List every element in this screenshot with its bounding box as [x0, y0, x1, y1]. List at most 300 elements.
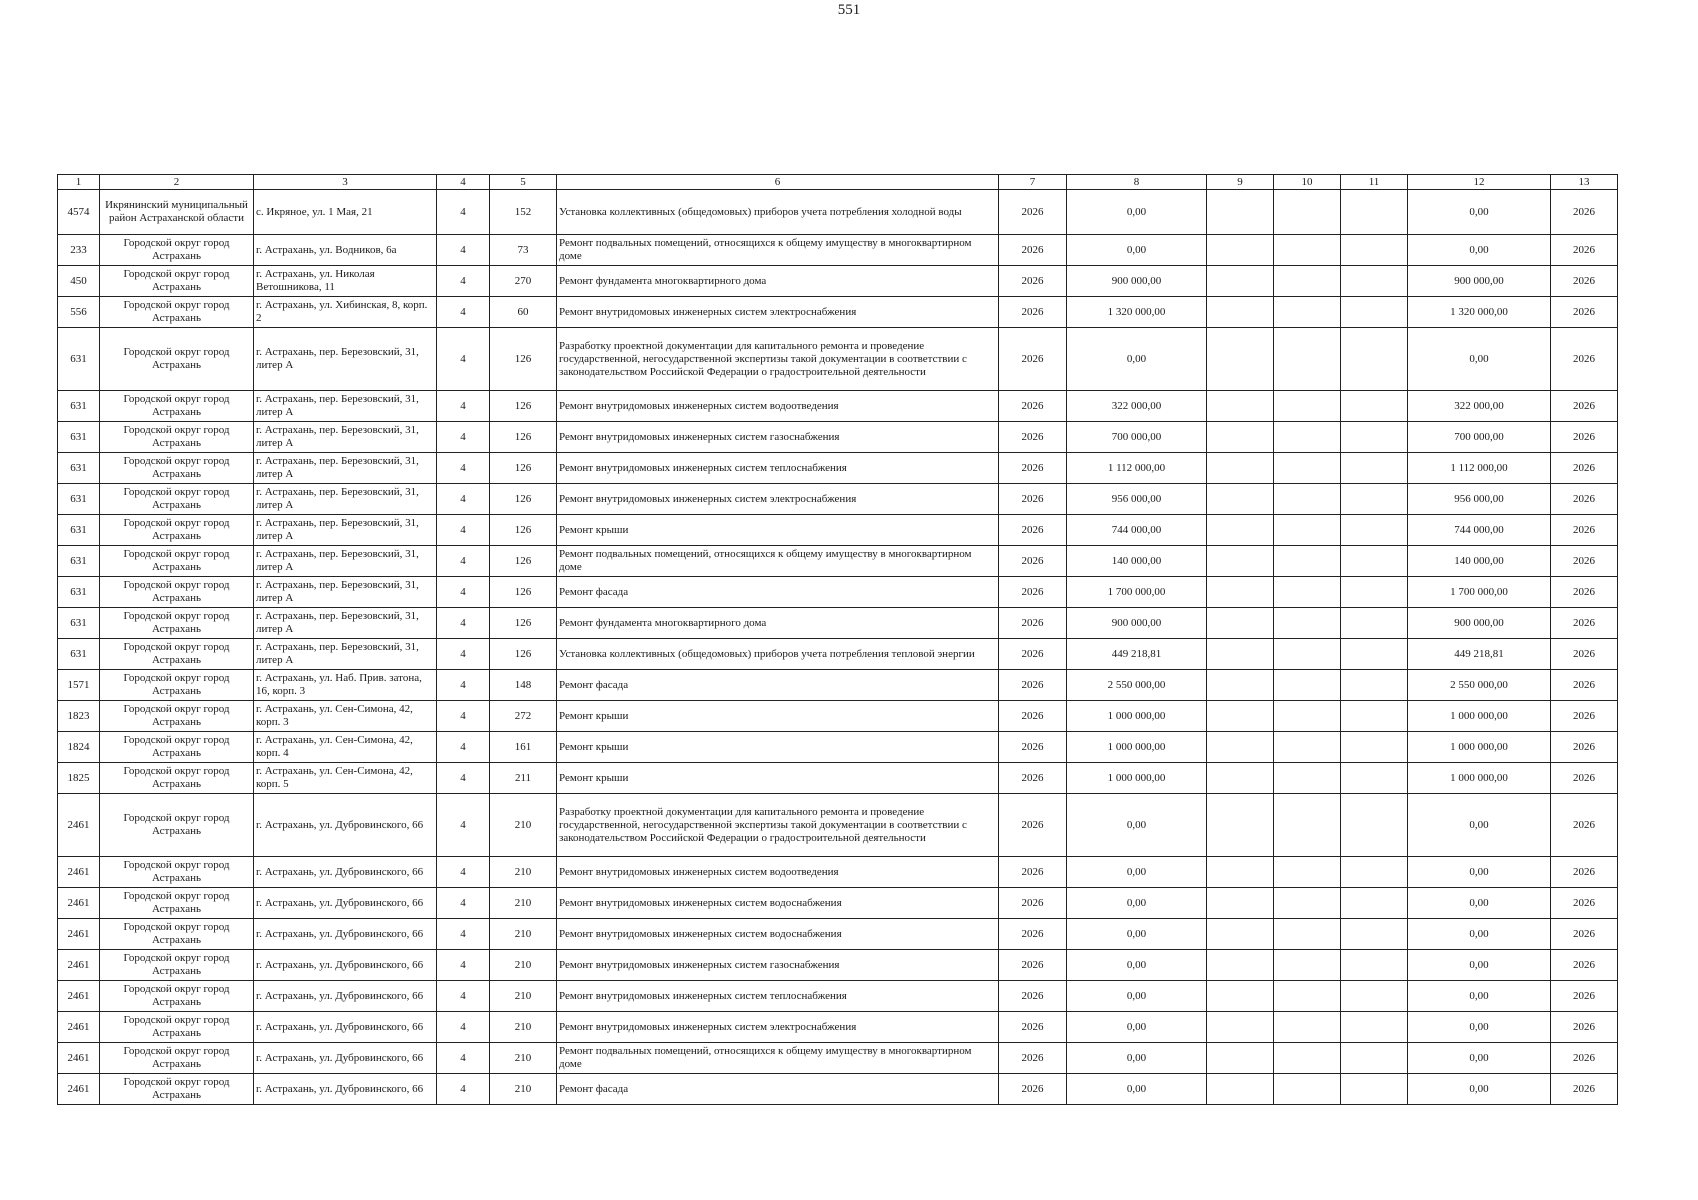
cell-year-end: 2026 [1551, 857, 1618, 888]
column-header: 8 [1067, 175, 1207, 190]
cell-col5: 126 [490, 515, 557, 546]
cell-funds: 1 000 000,00 [1408, 732, 1551, 763]
cell-address: г. Астрахань, пер. Березовский, 31, литер А [254, 391, 437, 422]
cell-col9 [1207, 391, 1274, 422]
column-header: 10 [1274, 175, 1341, 190]
cell-col9 [1207, 670, 1274, 701]
cell-municipality: Городской округ город Астрахань [100, 1074, 254, 1105]
cell-funds: 0,00 [1408, 981, 1551, 1012]
cell-col9 [1207, 515, 1274, 546]
cell-col10 [1274, 1043, 1341, 1074]
cell-col5: 211 [490, 763, 557, 794]
cell-funds: 0,00 [1408, 919, 1551, 950]
cell-work-type: Ремонт внутридомовых инженерных систем теплоснабжения [557, 453, 999, 484]
cell-year: 2026 [999, 1043, 1067, 1074]
table-row [58, 190, 1618, 235]
cell-col4: 4 [437, 515, 490, 546]
cell-col11 [1341, 190, 1408, 235]
cell-col11 [1341, 888, 1408, 919]
cell-total-cost: 1 700 000,00 [1067, 577, 1207, 608]
cell-col10 [1274, 981, 1341, 1012]
cell-col4: 4 [437, 328, 490, 391]
cell-work-type: Ремонт внутридомовых инженерных систем водоснабжения [557, 919, 999, 950]
cell-col9 [1207, 732, 1274, 763]
cell-col9 [1207, 857, 1274, 888]
cell-municipality: Городской округ город Астрахань [100, 546, 254, 577]
cell-address: г. Астрахань, пер. Березовский, 31, литер А [254, 577, 437, 608]
cell-address: г. Астрахань, ул. Сен-Симона, 42, корп. 3 [254, 701, 437, 732]
column-header: 3 [254, 175, 437, 190]
cell-year: 2026 [999, 1074, 1067, 1105]
cell-address: г. Астрахань, ул. Дубровинского, 66 [254, 857, 437, 888]
cell-year-end: 2026 [1551, 670, 1618, 701]
cell-col4: 4 [437, 794, 490, 857]
cell-year-end: 2026 [1551, 422, 1618, 453]
cell-municipality: Городской округ город Астрахань [100, 794, 254, 857]
cell-total-cost: 322 000,00 [1067, 391, 1207, 422]
cell-col5: 126 [490, 391, 557, 422]
cell-id: 2461 [58, 794, 100, 857]
cell-year-end: 2026 [1551, 235, 1618, 266]
cell-year: 2026 [999, 484, 1067, 515]
cell-year: 2026 [999, 297, 1067, 328]
table-row [58, 453, 1618, 484]
cell-col4: 4 [437, 608, 490, 639]
cell-col11 [1341, 981, 1408, 1012]
cell-col11 [1341, 763, 1408, 794]
cell-funds: 900 000,00 [1408, 608, 1551, 639]
cell-work-type: Ремонт внутридомовых инженерных систем электроснабжения [557, 1012, 999, 1043]
cell-year: 2026 [999, 546, 1067, 577]
cell-col11 [1341, 515, 1408, 546]
cell-work-type: Ремонт подвальных помещений, относящихся к общему имуществу в многоквартирном доме [557, 235, 999, 266]
cell-funds: 0,00 [1408, 794, 1551, 857]
cell-col9 [1207, 1043, 1274, 1074]
cell-id: 2461 [58, 919, 100, 950]
cell-year: 2026 [999, 235, 1067, 266]
cell-col9 [1207, 639, 1274, 670]
cell-work-type: Ремонт крыши [557, 701, 999, 732]
cell-year: 2026 [999, 190, 1067, 235]
cell-municipality: Городской округ город Астрахань [100, 422, 254, 453]
cell-col9 [1207, 608, 1274, 639]
cell-col11 [1341, 328, 1408, 391]
cell-total-cost: 0,00 [1067, 190, 1207, 235]
table-row [58, 763, 1618, 794]
cell-total-cost: 0,00 [1067, 888, 1207, 919]
cell-work-type: Ремонт подвальных помещений, относящихся к общему имуществу в многоквартирном доме [557, 1043, 999, 1074]
cell-col9 [1207, 701, 1274, 732]
cell-col10 [1274, 515, 1341, 546]
cell-total-cost: 0,00 [1067, 919, 1207, 950]
cell-address: г. Астрахань, ул. Хибинская, 8, корп. 2 [254, 297, 437, 328]
cell-funds: 900 000,00 [1408, 266, 1551, 297]
cell-year-end: 2026 [1551, 763, 1618, 794]
cell-municipality: Городской округ город Астрахань [100, 515, 254, 546]
table-row [58, 639, 1618, 670]
table-row [58, 328, 1618, 391]
column-header: 7 [999, 175, 1067, 190]
cell-funds: 0,00 [1408, 235, 1551, 266]
cell-year: 2026 [999, 1012, 1067, 1043]
cell-funds: 1 700 000,00 [1408, 577, 1551, 608]
cell-col4: 4 [437, 391, 490, 422]
table-row [58, 422, 1618, 453]
cell-work-type: Ремонт фундамента многоквартирного дома [557, 608, 999, 639]
cell-address: г. Астрахань, ул. Дубровинского, 66 [254, 981, 437, 1012]
cell-address: г. Астрахань, пер. Березовский, 31, литер А [254, 328, 437, 391]
cell-municipality: Городской округ город Астрахань [100, 981, 254, 1012]
cell-id: 631 [58, 422, 100, 453]
cell-col5: 126 [490, 453, 557, 484]
cell-col11 [1341, 546, 1408, 577]
cell-work-type: Ремонт внутридомовых инженерных систем газоснабжения [557, 422, 999, 453]
cell-col10 [1274, 453, 1341, 484]
cell-col11 [1341, 1043, 1408, 1074]
cell-year-end: 2026 [1551, 266, 1618, 297]
cell-work-type: Ремонт фасада [557, 1074, 999, 1105]
cell-col11 [1341, 235, 1408, 266]
cell-col10 [1274, 1074, 1341, 1105]
column-header: 6 [557, 175, 999, 190]
cell-total-cost: 0,00 [1067, 235, 1207, 266]
cell-col4: 4 [437, 453, 490, 484]
cell-col5: 210 [490, 794, 557, 857]
cell-total-cost: 449 218,81 [1067, 639, 1207, 670]
cell-col4: 4 [437, 577, 490, 608]
table-row [58, 1043, 1618, 1074]
cell-col10 [1274, 266, 1341, 297]
cell-col11 [1341, 453, 1408, 484]
cell-funds: 0,00 [1408, 190, 1551, 235]
cell-col11 [1341, 919, 1408, 950]
cell-year: 2026 [999, 794, 1067, 857]
cell-total-cost: 0,00 [1067, 794, 1207, 857]
cell-col4: 4 [437, 981, 490, 1012]
cell-total-cost: 1 000 000,00 [1067, 701, 1207, 732]
cell-col10 [1274, 950, 1341, 981]
cell-col10 [1274, 546, 1341, 577]
cell-col9 [1207, 546, 1274, 577]
cell-address: с. Икряное, ул. 1 Мая, 21 [254, 190, 437, 235]
cell-year-end: 2026 [1551, 297, 1618, 328]
cell-year: 2026 [999, 701, 1067, 732]
cell-id: 631 [58, 328, 100, 391]
table-row [58, 981, 1618, 1012]
cell-col5: 210 [490, 1012, 557, 1043]
cell-id: 450 [58, 266, 100, 297]
cell-funds: 700 000,00 [1408, 422, 1551, 453]
cell-col4: 4 [437, 1074, 490, 1105]
cell-id: 4574 [58, 190, 100, 235]
cell-year: 2026 [999, 391, 1067, 422]
cell-year-end: 2026 [1551, 190, 1618, 235]
cell-col11 [1341, 266, 1408, 297]
cell-year-end: 2026 [1551, 639, 1618, 670]
cell-work-type: Разработку проектной документации для капитального ремонта и проведение государственной, негосударственной экспертизы такой документации в соответствии с законодательством Российской Федерации о градостроительной деятельности [557, 328, 999, 391]
cell-id: 2461 [58, 1012, 100, 1043]
cell-municipality: Городской округ город Астрахань [100, 328, 254, 391]
cell-col5: 210 [490, 1043, 557, 1074]
cell-year-end: 2026 [1551, 515, 1618, 546]
cell-col4: 4 [437, 235, 490, 266]
table-row [58, 515, 1618, 546]
cell-col4: 4 [437, 266, 490, 297]
cell-total-cost: 0,00 [1067, 328, 1207, 391]
cell-col10 [1274, 794, 1341, 857]
cell-address: г. Астрахань, ул. Дубровинского, 66 [254, 1043, 437, 1074]
cell-work-type: Ремонт внутридомовых инженерных систем электроснабжения [557, 484, 999, 515]
cell-year: 2026 [999, 888, 1067, 919]
cell-col5: 210 [490, 888, 557, 919]
cell-year-end: 2026 [1551, 981, 1618, 1012]
cell-funds: 1 000 000,00 [1408, 701, 1551, 732]
cell-col4: 4 [437, 297, 490, 328]
cell-address: г. Астрахань, ул. Наб. Прив. затона, 16, корп. 3 [254, 670, 437, 701]
cell-municipality: Городской округ город Астрахань [100, 763, 254, 794]
cell-year: 2026 [999, 981, 1067, 1012]
cell-col11 [1341, 484, 1408, 515]
cell-total-cost: 744 000,00 [1067, 515, 1207, 546]
cell-col5: 210 [490, 857, 557, 888]
cell-funds: 0,00 [1408, 950, 1551, 981]
cell-municipality: Городской округ город Астрахань [100, 484, 254, 515]
cell-work-type: Ремонт фасада [557, 577, 999, 608]
cell-col5: 148 [490, 670, 557, 701]
cell-address: г. Астрахань, ул. Дубровинского, 66 [254, 794, 437, 857]
cell-funds: 1 320 000,00 [1408, 297, 1551, 328]
cell-work-type: Ремонт подвальных помещений, относящихся к общему имуществу в многоквартирном доме [557, 546, 999, 577]
cell-col11 [1341, 670, 1408, 701]
cell-col10 [1274, 919, 1341, 950]
cell-col9 [1207, 794, 1274, 857]
cell-year-end: 2026 [1551, 950, 1618, 981]
table-body [58, 190, 1618, 1105]
cell-municipality: Городской округ город Астрахань [100, 670, 254, 701]
cell-municipality: Городской округ город Астрахань [100, 950, 254, 981]
cell-id: 631 [58, 608, 100, 639]
cell-year-end: 2026 [1551, 919, 1618, 950]
cell-id: 556 [58, 297, 100, 328]
cell-col4: 4 [437, 1012, 490, 1043]
column-header: 12 [1408, 175, 1551, 190]
cell-address: г. Астрахань, ул. Водников, 6а [254, 235, 437, 266]
cell-year: 2026 [999, 577, 1067, 608]
cell-col9 [1207, 763, 1274, 794]
cell-col5: 126 [490, 328, 557, 391]
cell-address: г. Астрахань, ул. Дубровинского, 66 [254, 1012, 437, 1043]
cell-funds: 140 000,00 [1408, 546, 1551, 577]
cell-col10 [1274, 763, 1341, 794]
cell-col5: 210 [490, 981, 557, 1012]
cell-col11 [1341, 639, 1408, 670]
cell-municipality: Городской округ город Астрахань [100, 919, 254, 950]
cell-year-end: 2026 [1551, 577, 1618, 608]
cell-work-type: Ремонт внутридомовых инженерных систем теплоснабжения [557, 981, 999, 1012]
cell-col10 [1274, 235, 1341, 266]
cell-funds: 0,00 [1408, 1074, 1551, 1105]
cell-col9 [1207, 484, 1274, 515]
table-row [58, 919, 1618, 950]
cell-col4: 4 [437, 919, 490, 950]
cell-municipality: Городской округ город Астрахань [100, 391, 254, 422]
cell-work-type: Ремонт внутридомовых инженерных систем водоотведения [557, 391, 999, 422]
cell-id: 631 [58, 453, 100, 484]
cell-col4: 4 [437, 639, 490, 670]
cell-address: г. Астрахань, пер. Березовский, 31, литер А [254, 515, 437, 546]
cell-total-cost: 900 000,00 [1067, 266, 1207, 297]
cell-year: 2026 [999, 950, 1067, 981]
cell-municipality: Городской округ город Астрахань [100, 1043, 254, 1074]
table-row [58, 484, 1618, 515]
cell-col11 [1341, 857, 1408, 888]
cell-col11 [1341, 794, 1408, 857]
cell-col9 [1207, 950, 1274, 981]
cell-address: г. Астрахань, ул. Дубровинского, 66 [254, 919, 437, 950]
cell-year: 2026 [999, 919, 1067, 950]
page-number: 551 [837, 2, 861, 18]
cell-municipality: Городской округ город Астрахань [100, 888, 254, 919]
cell-total-cost: 0,00 [1067, 950, 1207, 981]
cell-work-type: Ремонт крыши [557, 732, 999, 763]
cell-col11 [1341, 1012, 1408, 1043]
cell-municipality: Городской округ город Астрахань [100, 297, 254, 328]
cell-address: г. Астрахань, ул. Дубровинского, 66 [254, 888, 437, 919]
column-header: 4 [437, 175, 490, 190]
column-header: 11 [1341, 175, 1408, 190]
cell-municipality: Городской округ город Астрахань [100, 857, 254, 888]
column-header: 5 [490, 175, 557, 190]
cell-year-end: 2026 [1551, 794, 1618, 857]
table-row [58, 794, 1618, 857]
cell-col4: 4 [437, 701, 490, 732]
cell-col11 [1341, 950, 1408, 981]
table-row [58, 235, 1618, 266]
cell-total-cost: 900 000,00 [1067, 608, 1207, 639]
cell-year: 2026 [999, 266, 1067, 297]
cell-year: 2026 [999, 422, 1067, 453]
cell-year: 2026 [999, 732, 1067, 763]
cell-funds: 1 000 000,00 [1408, 763, 1551, 794]
column-header: 1 [58, 175, 100, 190]
cell-col9 [1207, 981, 1274, 1012]
cell-year: 2026 [999, 608, 1067, 639]
cell-col10 [1274, 1012, 1341, 1043]
cell-col10 [1274, 670, 1341, 701]
table-row [58, 608, 1618, 639]
cell-address: г. Астрахань, пер. Березовский, 31, литер А [254, 484, 437, 515]
cell-col9 [1207, 422, 1274, 453]
cell-col10 [1274, 639, 1341, 670]
cell-id: 1825 [58, 763, 100, 794]
cell-total-cost: 1 000 000,00 [1067, 732, 1207, 763]
table-row [58, 266, 1618, 297]
cell-funds: 0,00 [1408, 1012, 1551, 1043]
cell-col5: 161 [490, 732, 557, 763]
column-header: 2 [100, 175, 254, 190]
cell-total-cost: 1 112 000,00 [1067, 453, 1207, 484]
capital-repair-table [57, 174, 1618, 1105]
cell-year: 2026 [999, 515, 1067, 546]
cell-col4: 4 [437, 670, 490, 701]
cell-work-type: Установка коллективных (общедомовых) приборов учета потребления тепловой энергии [557, 639, 999, 670]
table-row [58, 546, 1618, 577]
header-row [58, 175, 1618, 190]
cell-col5: 210 [490, 1074, 557, 1105]
cell-address: г. Астрахань, ул. Сен-Симона, 42, корп. 5 [254, 763, 437, 794]
cell-col5: 270 [490, 266, 557, 297]
cell-col4: 4 [437, 950, 490, 981]
column-header: 9 [1207, 175, 1274, 190]
cell-total-cost: 1 000 000,00 [1067, 763, 1207, 794]
cell-col10 [1274, 484, 1341, 515]
cell-work-type: Установка коллективных (общедомовых) приборов учета потребления холодной воды [557, 190, 999, 235]
cell-id: 1571 [58, 670, 100, 701]
cell-funds: 2 550 000,00 [1408, 670, 1551, 701]
cell-col4: 4 [437, 422, 490, 453]
table-row [58, 701, 1618, 732]
cell-funds: 956 000,00 [1408, 484, 1551, 515]
cell-col11 [1341, 608, 1408, 639]
table-row [58, 950, 1618, 981]
cell-col9 [1207, 1012, 1274, 1043]
cell-id: 1823 [58, 701, 100, 732]
cell-col11 [1341, 297, 1408, 328]
cell-col4: 4 [437, 857, 490, 888]
cell-work-type: Ремонт внутридомовых инженерных систем водоснабжения [557, 888, 999, 919]
cell-col5: 210 [490, 919, 557, 950]
cell-work-type: Ремонт внутридомовых инженерных систем газоснабжения [557, 950, 999, 981]
cell-year-end: 2026 [1551, 701, 1618, 732]
cell-col10 [1274, 328, 1341, 391]
cell-year-end: 2026 [1551, 453, 1618, 484]
cell-col10 [1274, 888, 1341, 919]
cell-col5: 60 [490, 297, 557, 328]
cell-municipality: Городской округ город Астрахань [100, 453, 254, 484]
cell-id: 2461 [58, 857, 100, 888]
cell-col11 [1341, 732, 1408, 763]
cell-id: 631 [58, 639, 100, 670]
cell-year: 2026 [999, 639, 1067, 670]
cell-year-end: 2026 [1551, 732, 1618, 763]
cell-funds: 449 218,81 [1408, 639, 1551, 670]
cell-year-end: 2026 [1551, 391, 1618, 422]
cell-municipality: Городской округ город Астрахань [100, 701, 254, 732]
table-row [58, 670, 1618, 701]
cell-col5: 126 [490, 422, 557, 453]
cell-funds: 0,00 [1408, 888, 1551, 919]
cell-col9 [1207, 453, 1274, 484]
cell-work-type: Ремонт крыши [557, 515, 999, 546]
cell-funds: 1 112 000,00 [1408, 453, 1551, 484]
cell-address: г. Астрахань, пер. Березовский, 31, литер А [254, 453, 437, 484]
cell-total-cost: 700 000,00 [1067, 422, 1207, 453]
cell-id: 631 [58, 515, 100, 546]
cell-col4: 4 [437, 190, 490, 235]
cell-col10 [1274, 577, 1341, 608]
cell-col5: 73 [490, 235, 557, 266]
cell-year: 2026 [999, 857, 1067, 888]
cell-col4: 4 [437, 484, 490, 515]
cell-col4: 4 [437, 763, 490, 794]
cell-year-end: 2026 [1551, 1043, 1618, 1074]
cell-id: 1824 [58, 732, 100, 763]
cell-total-cost: 0,00 [1067, 1012, 1207, 1043]
cell-year: 2026 [999, 763, 1067, 794]
cell-col9 [1207, 1074, 1274, 1105]
table-row [58, 888, 1618, 919]
cell-year: 2026 [999, 670, 1067, 701]
